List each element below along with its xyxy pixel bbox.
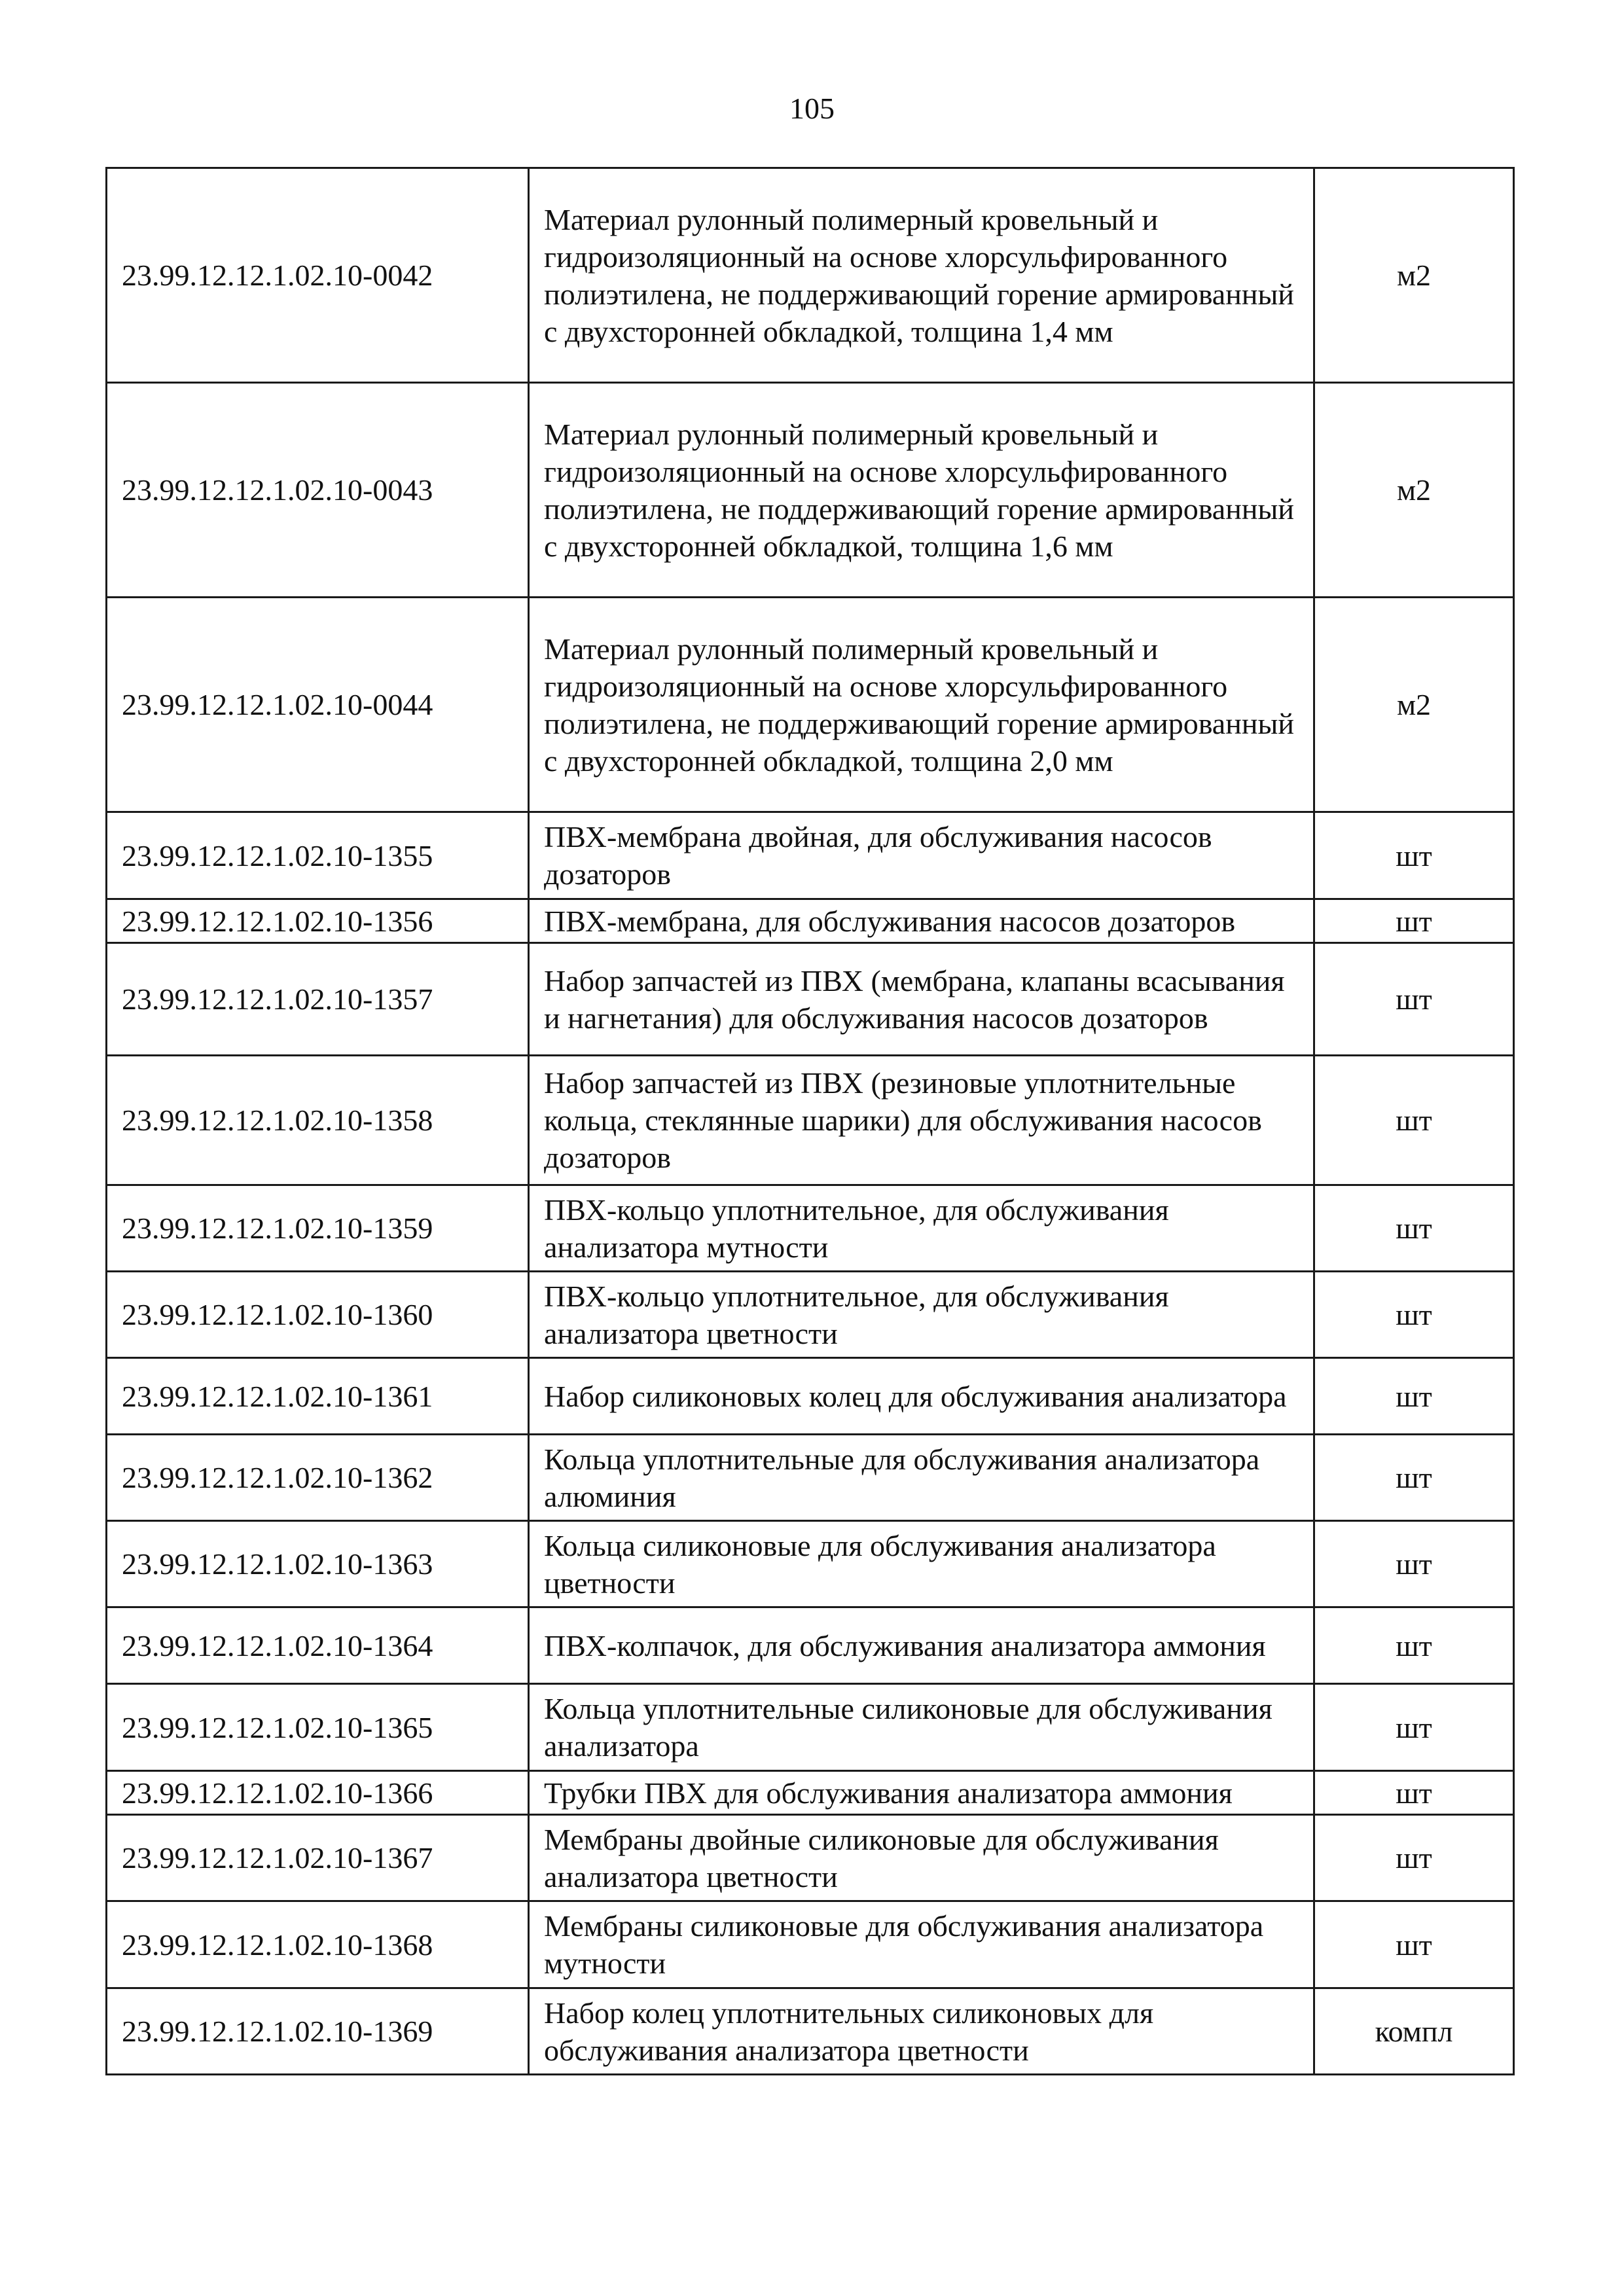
resource-unit: шт — [1314, 1607, 1514, 1684]
resource-unit: м2 — [1314, 598, 1514, 812]
resource-code: 23.99.12.12.1.02.10-1367 — [107, 1815, 529, 1901]
table-row — [107, 1771, 1514, 1815]
resource-code: 23.99.12.12.1.02.10-1358 — [107, 1056, 529, 1185]
resource-unit: шт — [1314, 1358, 1514, 1435]
resource-unit: м2 — [1314, 383, 1514, 598]
resource-unit: компл — [1314, 1988, 1514, 2075]
resource-name: Материал рулонный полимерный кровельный и гидроизоляционный на основе хлорсульфированного полиэтилена, не поддерживающий горение армированный с двухсторонней обкладкой, толщина 2,0 мм — [529, 598, 1314, 812]
resource-unit: шт — [1314, 1272, 1514, 1358]
table-row — [107, 943, 1514, 1056]
resource-name: ПВХ-мембрана двойная, для обслуживания насосов дозаторов — [529, 812, 1314, 899]
table-row — [107, 1056, 1514, 1185]
table-row — [107, 168, 1514, 383]
resource-code: 23.99.12.12.1.02.10-0043 — [107, 383, 529, 598]
resource-name: Набор силиконовых колец для обслуживания анализатора — [529, 1358, 1314, 1435]
table-row — [107, 1901, 1514, 1988]
resource-name: ПВХ-колпачок, для обслуживания анализатора аммония — [529, 1607, 1314, 1684]
table-row — [107, 1684, 1514, 1771]
table-row — [107, 1272, 1514, 1358]
page-number: 105 — [789, 92, 835, 125]
resource-name: Материал рулонный полимерный кровельный и гидроизоляционный на основе хлорсульфированного полиэтилена, не поддерживающий горение армированный с двухсторонней обкладкой, толщина 1,4 мм — [529, 168, 1314, 383]
resource-unit: шт — [1314, 1056, 1514, 1185]
table-row — [107, 1815, 1514, 1901]
resource-unit: шт — [1314, 1901, 1514, 1988]
table-row — [107, 598, 1514, 812]
resource-name: ПВХ-кольцо уплотнительное, для обслуживания анализатора мутности — [529, 1185, 1314, 1272]
resource-name: Мембраны двойные силиконовые для обслуживания анализатора цветности — [529, 1815, 1314, 1901]
resource-table — [105, 167, 1515, 2075]
resource-code: 23.99.12.12.1.02.10-1368 — [107, 1901, 529, 1988]
resource-code: 23.99.12.12.1.02.10-1369 — [107, 1988, 529, 2075]
resource-unit: м2 — [1314, 168, 1514, 383]
table-row — [107, 812, 1514, 899]
table-row — [107, 1521, 1514, 1607]
resource-unit: шт — [1314, 1771, 1514, 1815]
resource-unit: шт — [1314, 1684, 1514, 1771]
resource-code: 23.99.12.12.1.02.10-1355 — [107, 812, 529, 899]
resource-code: 23.99.12.12.1.02.10-0042 — [107, 168, 529, 383]
resource-code: 23.99.12.12.1.02.10-1362 — [107, 1435, 529, 1521]
resource-code: 23.99.12.12.1.02.10-1361 — [107, 1358, 529, 1435]
table-row — [107, 1185, 1514, 1272]
resource-code: 23.99.12.12.1.02.10-1356 — [107, 899, 529, 943]
resource-name: Кольца уплотнительные силиконовые для обслуживания анализатора — [529, 1684, 1314, 1771]
resource-unit: шт — [1314, 812, 1514, 899]
table-row — [107, 1988, 1514, 2075]
resource-code: 23.99.12.12.1.02.10-1363 — [107, 1521, 529, 1607]
resource-code: 23.99.12.12.1.02.10-0044 — [107, 598, 529, 812]
resource-code: 23.99.12.12.1.02.10-1364 — [107, 1607, 529, 1684]
resource-code: 23.99.12.12.1.02.10-1366 — [107, 1771, 529, 1815]
table-row — [107, 1607, 1514, 1684]
resource-name: ПВХ-кольцо уплотнительное, для обслуживания анализатора цветности — [529, 1272, 1314, 1358]
resource-unit: шт — [1314, 943, 1514, 1056]
table-row — [107, 383, 1514, 598]
resource-name: Кольца уплотнительные для обслуживания анализатора алюминия — [529, 1435, 1314, 1521]
resource-name: Набор запчастей из ПВХ (мембрана, клапаны всасывания и нагнетания) для обслуживания насосов дозаторов — [529, 943, 1314, 1056]
resource-name: Мембраны силиконовые для обслуживания анализатора мутности — [529, 1901, 1314, 1988]
resource-code: 23.99.12.12.1.02.10-1365 — [107, 1684, 529, 1771]
resource-name: Набор колец уплотнительных силиконовых для обслуживания анализатора цветности — [529, 1988, 1314, 2075]
table-row — [107, 899, 1514, 943]
resource-name: Трубки ПВХ для обслуживания анализатора аммония — [529, 1771, 1314, 1815]
resource-unit: шт — [1314, 1521, 1514, 1607]
resource-code: 23.99.12.12.1.02.10-1357 — [107, 943, 529, 1056]
resource-unit: шт — [1314, 1435, 1514, 1521]
resource-code: 23.99.12.12.1.02.10-1359 — [107, 1185, 529, 1272]
resource-code: 23.99.12.12.1.02.10-1360 — [107, 1272, 529, 1358]
resource-name: Материал рулонный полимерный кровельный и гидроизоляционный на основе хлорсульфированного полиэтилена, не поддерживающий горение армированный с двухсторонней обкладкой, толщина 1,6 мм — [529, 383, 1314, 598]
resource-name: Набор запчастей из ПВХ (резиновые уплотнительные кольца, стеклянные шарики) для обслуживания насосов дозаторов — [529, 1056, 1314, 1185]
table-row — [107, 1435, 1514, 1521]
table-row — [107, 1358, 1514, 1435]
resource-unit: шт — [1314, 899, 1514, 943]
resource-unit: шт — [1314, 1815, 1514, 1901]
resource-unit: шт — [1314, 1185, 1514, 1272]
resource-name: ПВХ-мембрана, для обслуживания насосов дозаторов — [529, 899, 1314, 943]
resource-name: Кольца силиконовые для обслуживания анализатора цветности — [529, 1521, 1314, 1607]
